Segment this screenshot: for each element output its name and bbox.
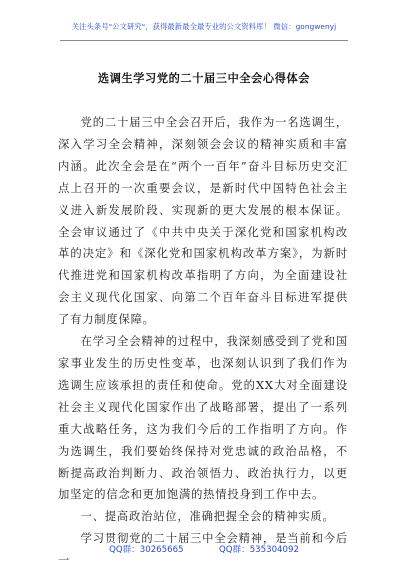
document-body <box>58 112 348 572</box>
document-title: 选调生学习党的二十届三中全会心得体会 <box>97 72 311 85</box>
body-paragraph-1: 党的二十届三中全会召开后，我作为一名选调生，深入学习全会精神，深刻领会会议的精神实质和丰富内涵。此次全会是在“两个一百年”奋斗目标历史交汇点上召开的一次重要会议，是新时代中国特色社会主义进入新发展阶段、实现新的更大发展的根本保证。全会审议通过了《中共中央关于深化党和国家机构改革的决定》和《深化党和国家机构改革方案》，为新时代推进党和国家机构改革指明了方向，为全面建设社会主义现代化国家、向第二个百年奋斗目标进军提供了有力制度保障。 <box>58 116 348 327</box>
body-paragraph-3: 学习贯彻党的二十届三中全会精神，是当前和今后一 <box>58 532 348 568</box>
page-footer <box>0 543 408 555</box>
header-banner: 关注头条号"公文研究"，获得最新最全最专业的公文资料库！ 微信：gongwenyj <box>71 22 337 31</box>
footer-qq-group-1: QQ群：30265665 <box>109 545 184 555</box>
header-divider <box>60 40 348 41</box>
section-heading-1: 一、提高政治站位，准确把握全会的精神实质。 <box>80 510 335 524</box>
footer-qq-group-2: QQ群：535304092 <box>219 545 299 555</box>
body-paragraph-2: 在学习全会精神的过程中，我深刻感受到了党和国家事业发生的历史性变革，也深刻认识到了我们作为选调生应该承担的责任和使命。党的XX大对全面建设社会主义现代化国家作出了战略部署，提出了一系列重大战略任务，这为我们今后的工作指明了方向。作为选调生，我们要始终保持对党忠诚的政治品格，不断提高政治判断力、政治领悟力、政治执行力，以更加坚定的信念和更加饱满的热情投身到工作中去。 <box>58 335 348 502</box>
